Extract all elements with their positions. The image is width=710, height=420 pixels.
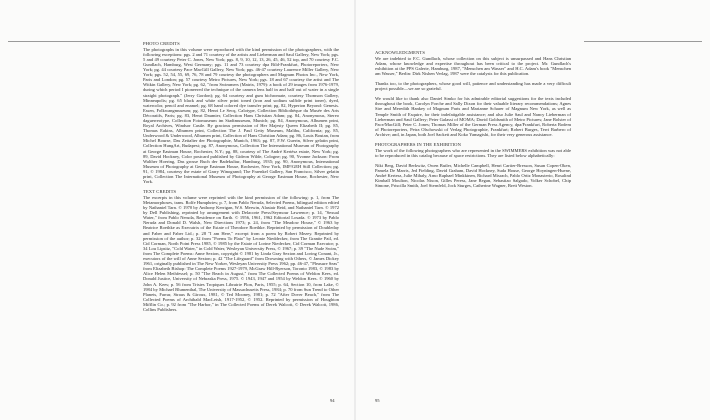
text-credits-text: The excerpts in this volume were reprinted with the kind permission of the following: p. 1, from The Metamorphoses, trans. Rolfe Humphries; p. 7, from Pablo Neruda, Selected Poems, bilingual edition edited by Nathaniel Tarn. © 1970 by Anthony Kerrigan, W.S. Merwin, Alastair Reid, and Nathaniel Tarn. © 1972 by Dell Publishing, reprinted by arrangement with Delacorte Press/Seymour Lawrence; p. 14, "Sexual Water," from Pablo Neruda, Residence on Earth. © 1956, 1961, 1962 Editorial Losada. © 1973 by Pablo Neruda and Donald D. Walsh, New Directions 1973; p. 24, from "The Meadow House," © 1963 by Beatrice Roethke as Executrix of the Estate of Theodore Roethke. Reprinted by permission of Doubleday and Faber and Faber Ltd.; p. 28 "I am Here," excerpt from a poem by Robert Mezey. Reprinted by permission of the author; p. 32 from "Poems To Plato" by Leonie Nieddecker, from The Granite Pail, ed. Cid Corman, North Point Press 1985, © 1985 by the Estate of Lorine Niedecker, Cid Corman Executor; p. 34 Lou Lipsitz, "Cold Water," in Cold Water, Wesleyan University Press, © 1967; p. 39 "The Nude Swim," from The Complete Poems: Anne Sexton, copyright © 1981 by Linda Gray Sexton and Loring Conant, Jr., executors of the will of Anne Sexton; p. 42 "The Lifeguard" from Drowning with Others, © James Dickey 1961, originally published in The New Yorker, Wesleyan University Press 1962; pp. 46-47, "Pleasure Seas" from Elizabeth Bishop: The Complete Poems 1927-1979, McGraw Hill-Ryerson, Toronto 1983, © 1983 by Alice Helen Methfessel; p. 50 "The Beach in August," from The Collected Poems of Weldon Kees, ed. Donald Justice, University of Nebraska Press, 1975. © 1943, 1947 and 1954 by Weldon Kees. © 1960 by John A. Kees; p. 56 from Tristes Tropiques Librairie Plon, Paris, 1955; p. 64, Section 10, from Lake, © 1984 by Michael Blumenthal, The University of Massachusetts Press, 1984; p. 70 from Sun Trend to Other Planets, Farrar, Straus & Giroux, 1981, © Ted Mooney, 1981; p. 72 "After Dover Beach," from The Collected Poems of Archibald MacLeish, 1917-1952, © 1952. Reprinted by permission of Houghton Mifflin Co.; p. 92 from "The Harbor," in The Collected Poems of Derek Walcott, © Derek Walcott, 1986, Collins Publishers. [143, 194, 339, 312]
left-page [0, 0, 354, 420]
acknowledgments-paragraph-3: We would like to thank also Daniel Simko for his admirable editorial suggestions for the texts included throughout the book, Carolyn Forche and Sally Dixon for their valuable literary recommendations; Agnes Sire and Meredith Hankey of Magnum Paris and Marianne Scharer of Magnum New York, as well as Temple Smith of Esquire, for their indefatigable assistance; and also Julie Saul and Nancy Lieberman of Lieberman and Saul Gallery; Peter Galassi of MOMA; David Goldsmith of Metro Pictures; Jane Bolster of Pace/MacGill; Peter C. Jones; Thomas Miller of the German Press Agency, dpa/Frankfurt, Roberta Bodem of Photoreporters, Petra Olschowski of Verlag Photographie, Frankfurt; Robert Burges, Terri Barbero of Archive; and, in Japan, both Joel Sackett and Koko Yamagishi, for their very generous assistance. [375, 96, 571, 137]
acknowledgments-column [375, 50, 571, 188]
credits-column [143, 41, 339, 312]
right-page-number: 95 [375, 398, 380, 403]
acknowledgments-paragraph-2: Thanks too, to the photographers, whose good will, patience and understanding has made a very difficult project possible—we are so grateful. [375, 81, 571, 92]
exhibition-photographers-list: Niki Berg, David Berkwitz, Owen Butler, Michelle Campbell, Henri Cartier-Bresson, Susan Copen-Oken, Pamela De Marris, Jed Fielding, David Graham, David Hockney, Suda House, George Hoyningen-Huene, André Kertesz, Julie Mihaly, Arno Raphael Minkkinen, Richard Misrach, Pablo Ortiz Monasterio, Rosalind Kimball Moulton, Nicolas Nixon, Gilles Peress, Jane Regan, Sebastiao Salgado, Volker Schobel, Chip Simone, Priscilla Smith, Joel Sternfeld, Jock Sturges, Catherine Wagner, Brett Weston. [375, 162, 571, 189]
exhibition-paragraph-1: The work of the following photographers who are represented in the SWIMMERS exhibition was not able to be reproduced in this catalog because of space restrictions. They are listed below alphabetically: [375, 147, 571, 158]
text-credits-heading: TEXT CREDITS [143, 189, 177, 195]
exhibition-heading: PHOTOGRAPHERS IN THE EXHIBITION [375, 142, 462, 147]
acknowledgments-paragraph-1: We are indebted to F.C. Gundlach, whose collection on this subject is unsurpassed and Hans Christian Adam, whose knowledge and expertise throughout has been critical to the project. Mr. Gundlach's exhibition at the PPS Galerie, Hamburg, 1987, "Menschen am Wasser" and H.C. Adam's book "Menschen am Wasser," Berlin: Dirk Nishen Verlag, 1987 were the catalysts for this publication. [375, 55, 571, 76]
right-page-rule [584, 41, 702, 42]
photo-credits-text: The photographs in this volume were reproduced with the kind permission of the photographers, with the following exceptions: pgs. 2 and 71 courtesy of the artists and Lieberman and Saul Gallery, New York; pgs. 5 and 49 courtesy Peter C. Jones, New York; pgs. 8, 9, 10, 12, 13, 26, 45, 46, 52 top, and 70 courtesy F.C. Gundlach, Hamburg, West Germany; pgs. 11 and 73 courtesy dpa Bild-Frankfurt, Photoreporters, New York; pg. 44 courtesy Pace MacGill Gallery, New York; pgs. 46-47 courtesy Laurence Miller Gallery, New York; pgs. 52, 54, 55, 69, 76, 78 and 79 courtesy the photographers and Magnum Photos Inc., New York, Paris and London; pg. 57 courtesy Metro Pictures, New York; pgs. 18 and 67 courtesy the artist and The Witkin Gallery, New York; pg. 62, "from Swimmers (Matrix, 1979): a book of 29 images from 1976-1979, during which period I pioneered the technique of the camera lens half in and half out of water in a single straight photograph." (Jerry Gordon); pg. 64 courtesy and gum bichromate, courtesy Thomson Gallery, Minneapolis; pg. 65 black and white silver print toned (iron and sodium sulfide print toner), dyed, watercolor, pencil and enamel; pg. 68 hand colored dye transfer print; pg. 82, Hyperion Beyond: Genesis. Essen, Folkwangmuseum; pg. 82, Henri Le Secq, Calotype, Collection Bibliothèque du Musée des Arts Décoratifs, Paris; pg. 83, Henri Daumier, Collection Hans Christian Adam; pg. 84, Anonymous, Stereo daguerreotype, Collection Fotomuseum im Stadtmuseum, Munich; pg. 84, Anonymous, Albumen print, Royal Archives, Windsor Castle. By gracious permission of Her Majesty Queen Elizabeth II; pg. 85, Thomas Eakins, Albumen print, Collection The J. Paul Getty Museum, Malibu, California; pg. 85, Underwood & Underwood, Albumen print, Collection of Hans Christian Adam; pg. 86, Louis Boutan, from Michel Bourse, Das Zeitalter der Photographie, Munich, 1963; pg. 87, F.W. Guerin, Silver gelatin print, Collection HungArt, Budapest; pg. 87, Anonymous, Collection The International Museum of Photography at George Eastman House, Rochester, N.Y.; pg. 88, courtesy of The André Kertész estate, New York; pg. 89, David Hockney, Color postcard published by Gideon Wilde, Cologne; pg. 90, Yvonne Jackson: From Walther Hoering, Das grosse Buch der Badekultur, Hamburg, 1935; pg. 90, Anonymous, International Museum of Photography at George Eastman House, Rochester, New York, IMP/GEH Still Collection; pg. 91, © 1984, courtesy the estate of Garry Winogrand; The Fraenkel Gallery, San Francisco, Silver gelatin print, Collection The International Museum of Photography at George Eastman House, Rochester, New York. [143, 46, 339, 185]
left-page-rule [8, 41, 120, 42]
left-page-number: 94 [330, 398, 335, 403]
photo-credits-heading: PHOTO CREDITS [143, 41, 180, 46]
acknowledgments-heading: ACKNOWLEDGMENTS [375, 50, 425, 55]
